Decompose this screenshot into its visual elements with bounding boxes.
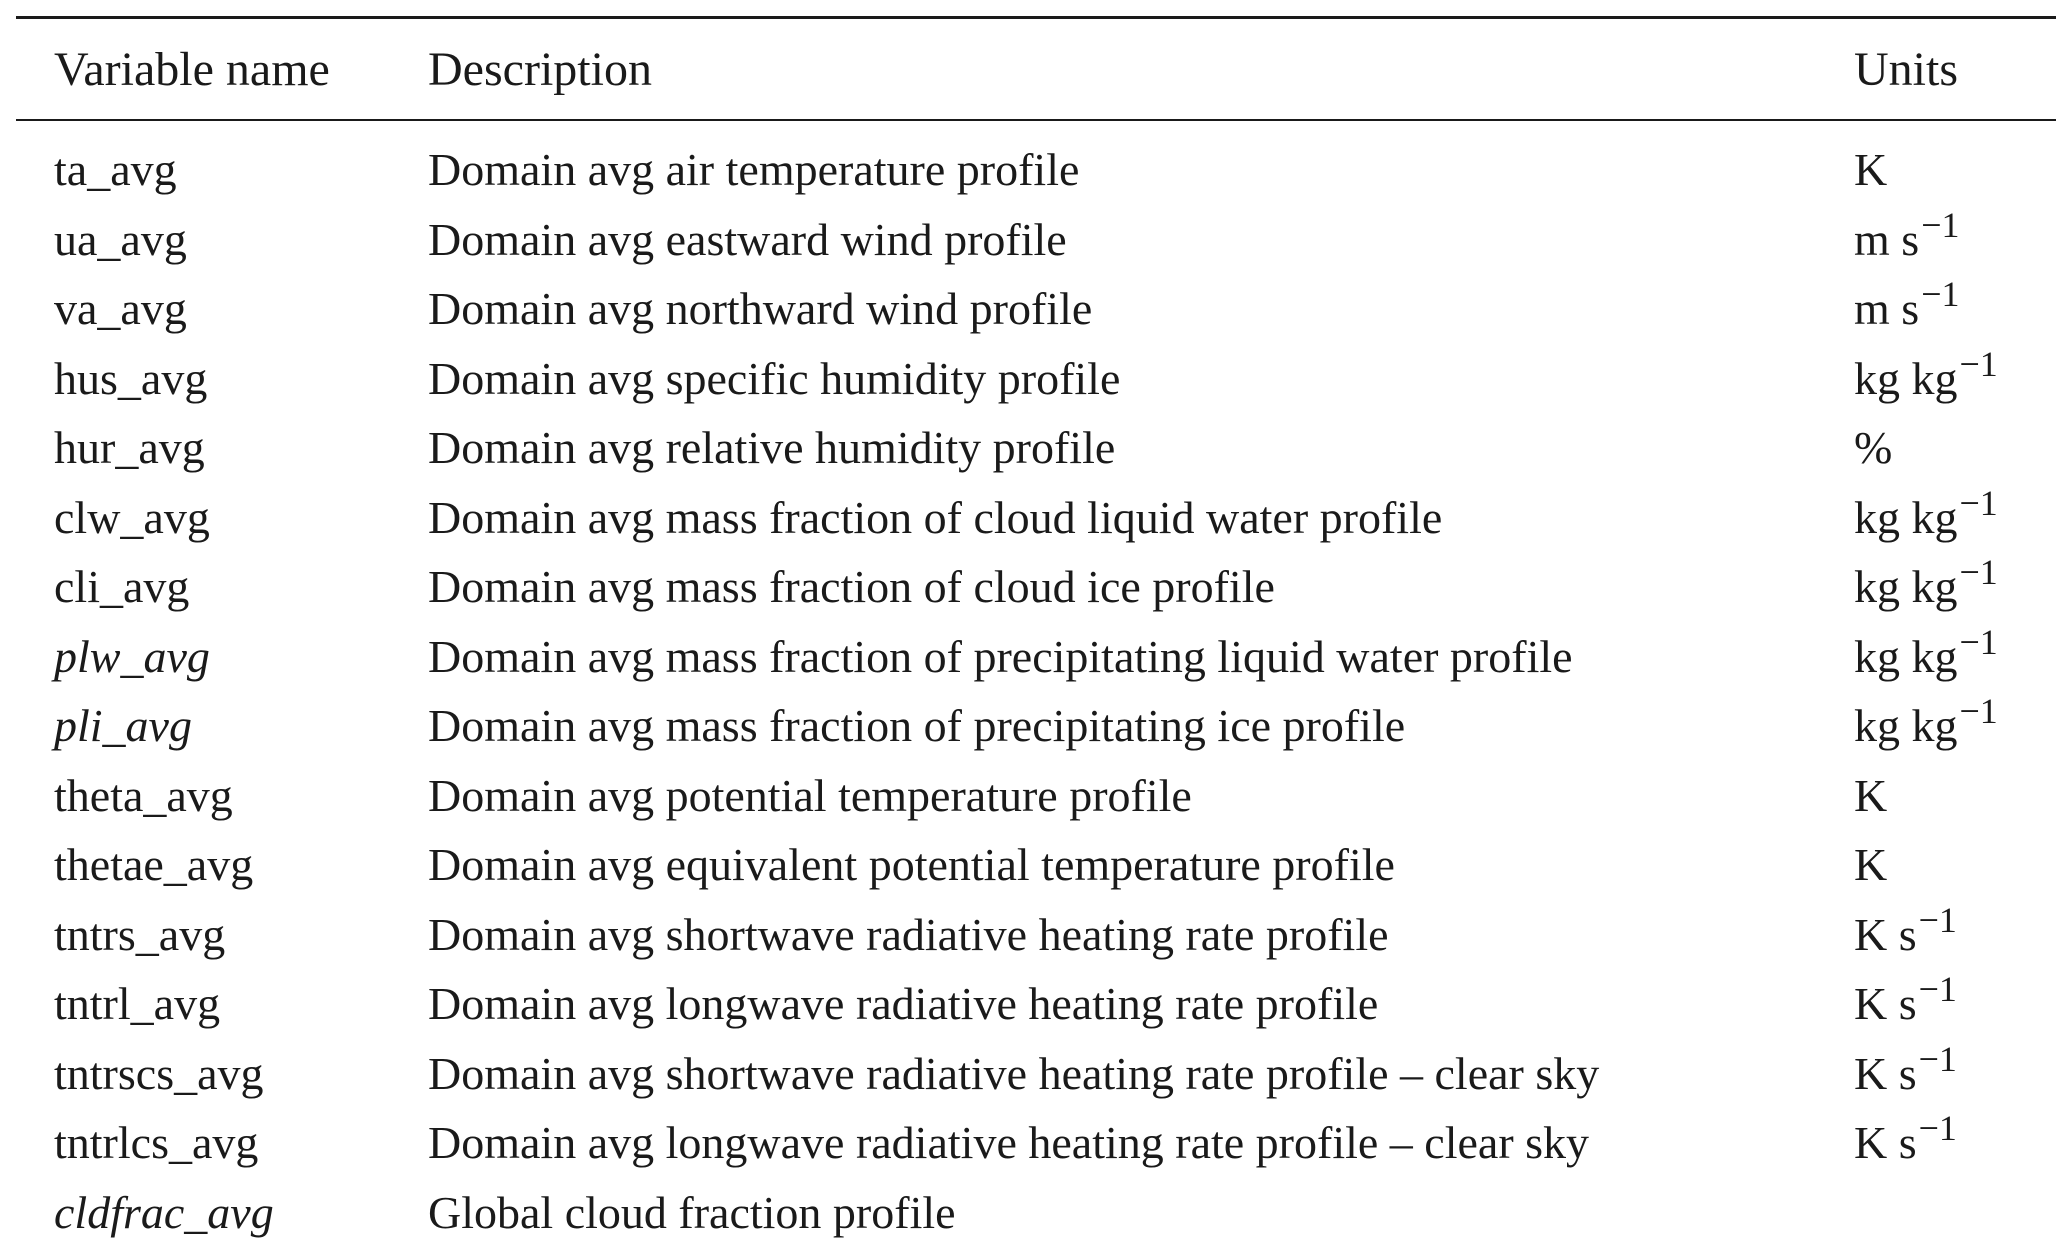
- cell-variable-name: tntrlcs_avg: [16, 1108, 428, 1178]
- cell-description: Domain avg northward wind profile: [428, 274, 1854, 344]
- unit-base: K s: [1854, 909, 1917, 960]
- table-header: [16, 19, 2056, 119]
- cell-units: [1854, 969, 2056, 1039]
- cell-units: [1854, 622, 2056, 692]
- table-row: [16, 552, 2056, 622]
- cell-description: Domain avg longwave radiative heating rate profile: [428, 969, 1854, 1039]
- unit-base: K s: [1854, 978, 1917, 1029]
- cell-variable-name: pli_avg: [16, 691, 428, 761]
- table-row: [16, 969, 2056, 1039]
- cell-units: [1854, 691, 2056, 761]
- cell-description: Domain avg mass fraction of cloud ice profile: [428, 552, 1854, 622]
- cell-variable-name: cli_avg: [16, 552, 428, 622]
- cell-variable-name: ua_avg: [16, 205, 428, 275]
- cell-description: Domain avg eastward wind profile: [428, 205, 1854, 275]
- unit-base: kg kg: [1854, 631, 1958, 682]
- cell-description: Domain avg mass fraction of precipitating liquid water profile: [428, 622, 1854, 692]
- cell-units: [1854, 344, 2056, 414]
- cell-variable-name: hur_avg: [16, 413, 428, 483]
- table-body: [16, 121, 2056, 1247]
- unit-base: m s: [1854, 214, 1919, 265]
- unit-exponent: −1: [1919, 1108, 1957, 1148]
- unit-base: kg kg: [1854, 492, 1958, 543]
- cell-units: [1854, 900, 2056, 970]
- unit-base: kg kg: [1854, 353, 1958, 404]
- cell-variable-name: tntrs_avg: [16, 900, 428, 970]
- cell-description: Domain avg specific humidity profile: [428, 344, 1854, 414]
- table-row: [16, 1178, 2056, 1247]
- cell-description: Domain avg longwave radiative heating rate profile – clear sky: [428, 1108, 1854, 1178]
- cell-units: [1854, 413, 2056, 483]
- table-row: [16, 830, 2056, 900]
- cell-description: Global cloud fraction profile: [428, 1178, 1854, 1247]
- table-row: [16, 121, 2056, 205]
- cell-units: [1854, 274, 2056, 344]
- cell-units: [1854, 552, 2056, 622]
- unit-exponent: −1: [1919, 1039, 1957, 1079]
- unit-base: K s: [1854, 1048, 1917, 1099]
- unit-exponent: −1: [1921, 274, 1959, 314]
- cell-units: [1854, 205, 2056, 275]
- header-row: [16, 19, 2056, 119]
- table-row: [16, 900, 2056, 970]
- cell-units: [1854, 761, 2056, 831]
- cell-units: [1854, 1039, 2056, 1109]
- cell-variable-name: va_avg: [16, 274, 428, 344]
- cell-description: Domain avg shortwave radiative heating rate profile – clear sky: [428, 1039, 1854, 1109]
- cell-variable-name: theta_avg: [16, 761, 428, 831]
- cell-units: [1854, 483, 2056, 553]
- unit-exponent: −1: [1921, 205, 1959, 245]
- cell-units: [1854, 1178, 2056, 1247]
- cell-variable-name: plw_avg: [16, 622, 428, 692]
- unit-exponent: −1: [1960, 691, 1998, 731]
- table-row: [16, 622, 2056, 692]
- unit-base: K: [1854, 144, 1887, 195]
- cell-units: [1854, 121, 2056, 205]
- unit-exponent: −1: [1960, 344, 1998, 384]
- variable-table-body: [16, 121, 2056, 1247]
- table-row: [16, 413, 2056, 483]
- table-row: [16, 274, 2056, 344]
- cell-units: [1854, 1108, 2056, 1178]
- unit-exponent: −1: [1960, 552, 1998, 592]
- table-row: [16, 205, 2056, 275]
- cell-variable-name: hus_avg: [16, 344, 428, 414]
- unit-exponent: −1: [1919, 900, 1957, 940]
- table-row: [16, 344, 2056, 414]
- unit-base: K s: [1854, 1117, 1917, 1168]
- unit-base: K: [1854, 839, 1887, 890]
- header-variable-name: Variable name: [16, 19, 428, 119]
- cell-variable-name: ta_avg: [16, 121, 428, 205]
- cell-description: Domain avg mass fraction of precipitating ice profile: [428, 691, 1854, 761]
- variable-table-grid: [16, 19, 2056, 119]
- cell-units: [1854, 830, 2056, 900]
- cell-variable-name: cldfrac_avg: [16, 1178, 428, 1247]
- cell-description: Domain avg mass fraction of cloud liquid water profile: [428, 483, 1854, 553]
- unit-base: %: [1854, 422, 1892, 473]
- cell-variable-name: tntrl_avg: [16, 969, 428, 1039]
- table-row: [16, 1039, 2056, 1109]
- unit-base: kg kg: [1854, 700, 1958, 751]
- cell-description: Domain avg equivalent potential temperature profile: [428, 830, 1854, 900]
- table-row: [16, 691, 2056, 761]
- cell-description: Domain avg relative humidity profile: [428, 413, 1854, 483]
- table-row: [16, 1108, 2056, 1178]
- cell-variable-name: tntrscs_avg: [16, 1039, 428, 1109]
- variable-table: [16, 16, 2056, 1247]
- table-row: [16, 761, 2056, 831]
- unit-base: K: [1854, 770, 1887, 821]
- table-row: [16, 483, 2056, 553]
- cell-description: Domain avg potential temperature profile: [428, 761, 1854, 831]
- cell-description: Domain avg air temperature profile: [428, 121, 1854, 205]
- unit-exponent: −1: [1960, 622, 1998, 662]
- cell-description: Domain avg shortwave radiative heating rate profile: [428, 900, 1854, 970]
- unit-base: m s: [1854, 283, 1919, 334]
- cell-variable-name: thetae_avg: [16, 830, 428, 900]
- header-description: Description: [428, 19, 1854, 119]
- cell-variable-name: clw_avg: [16, 483, 428, 553]
- unit-exponent: −1: [1919, 969, 1957, 1009]
- header-units: Units: [1854, 19, 2056, 119]
- unit-exponent: −1: [1960, 483, 1998, 523]
- unit-base: kg kg: [1854, 561, 1958, 612]
